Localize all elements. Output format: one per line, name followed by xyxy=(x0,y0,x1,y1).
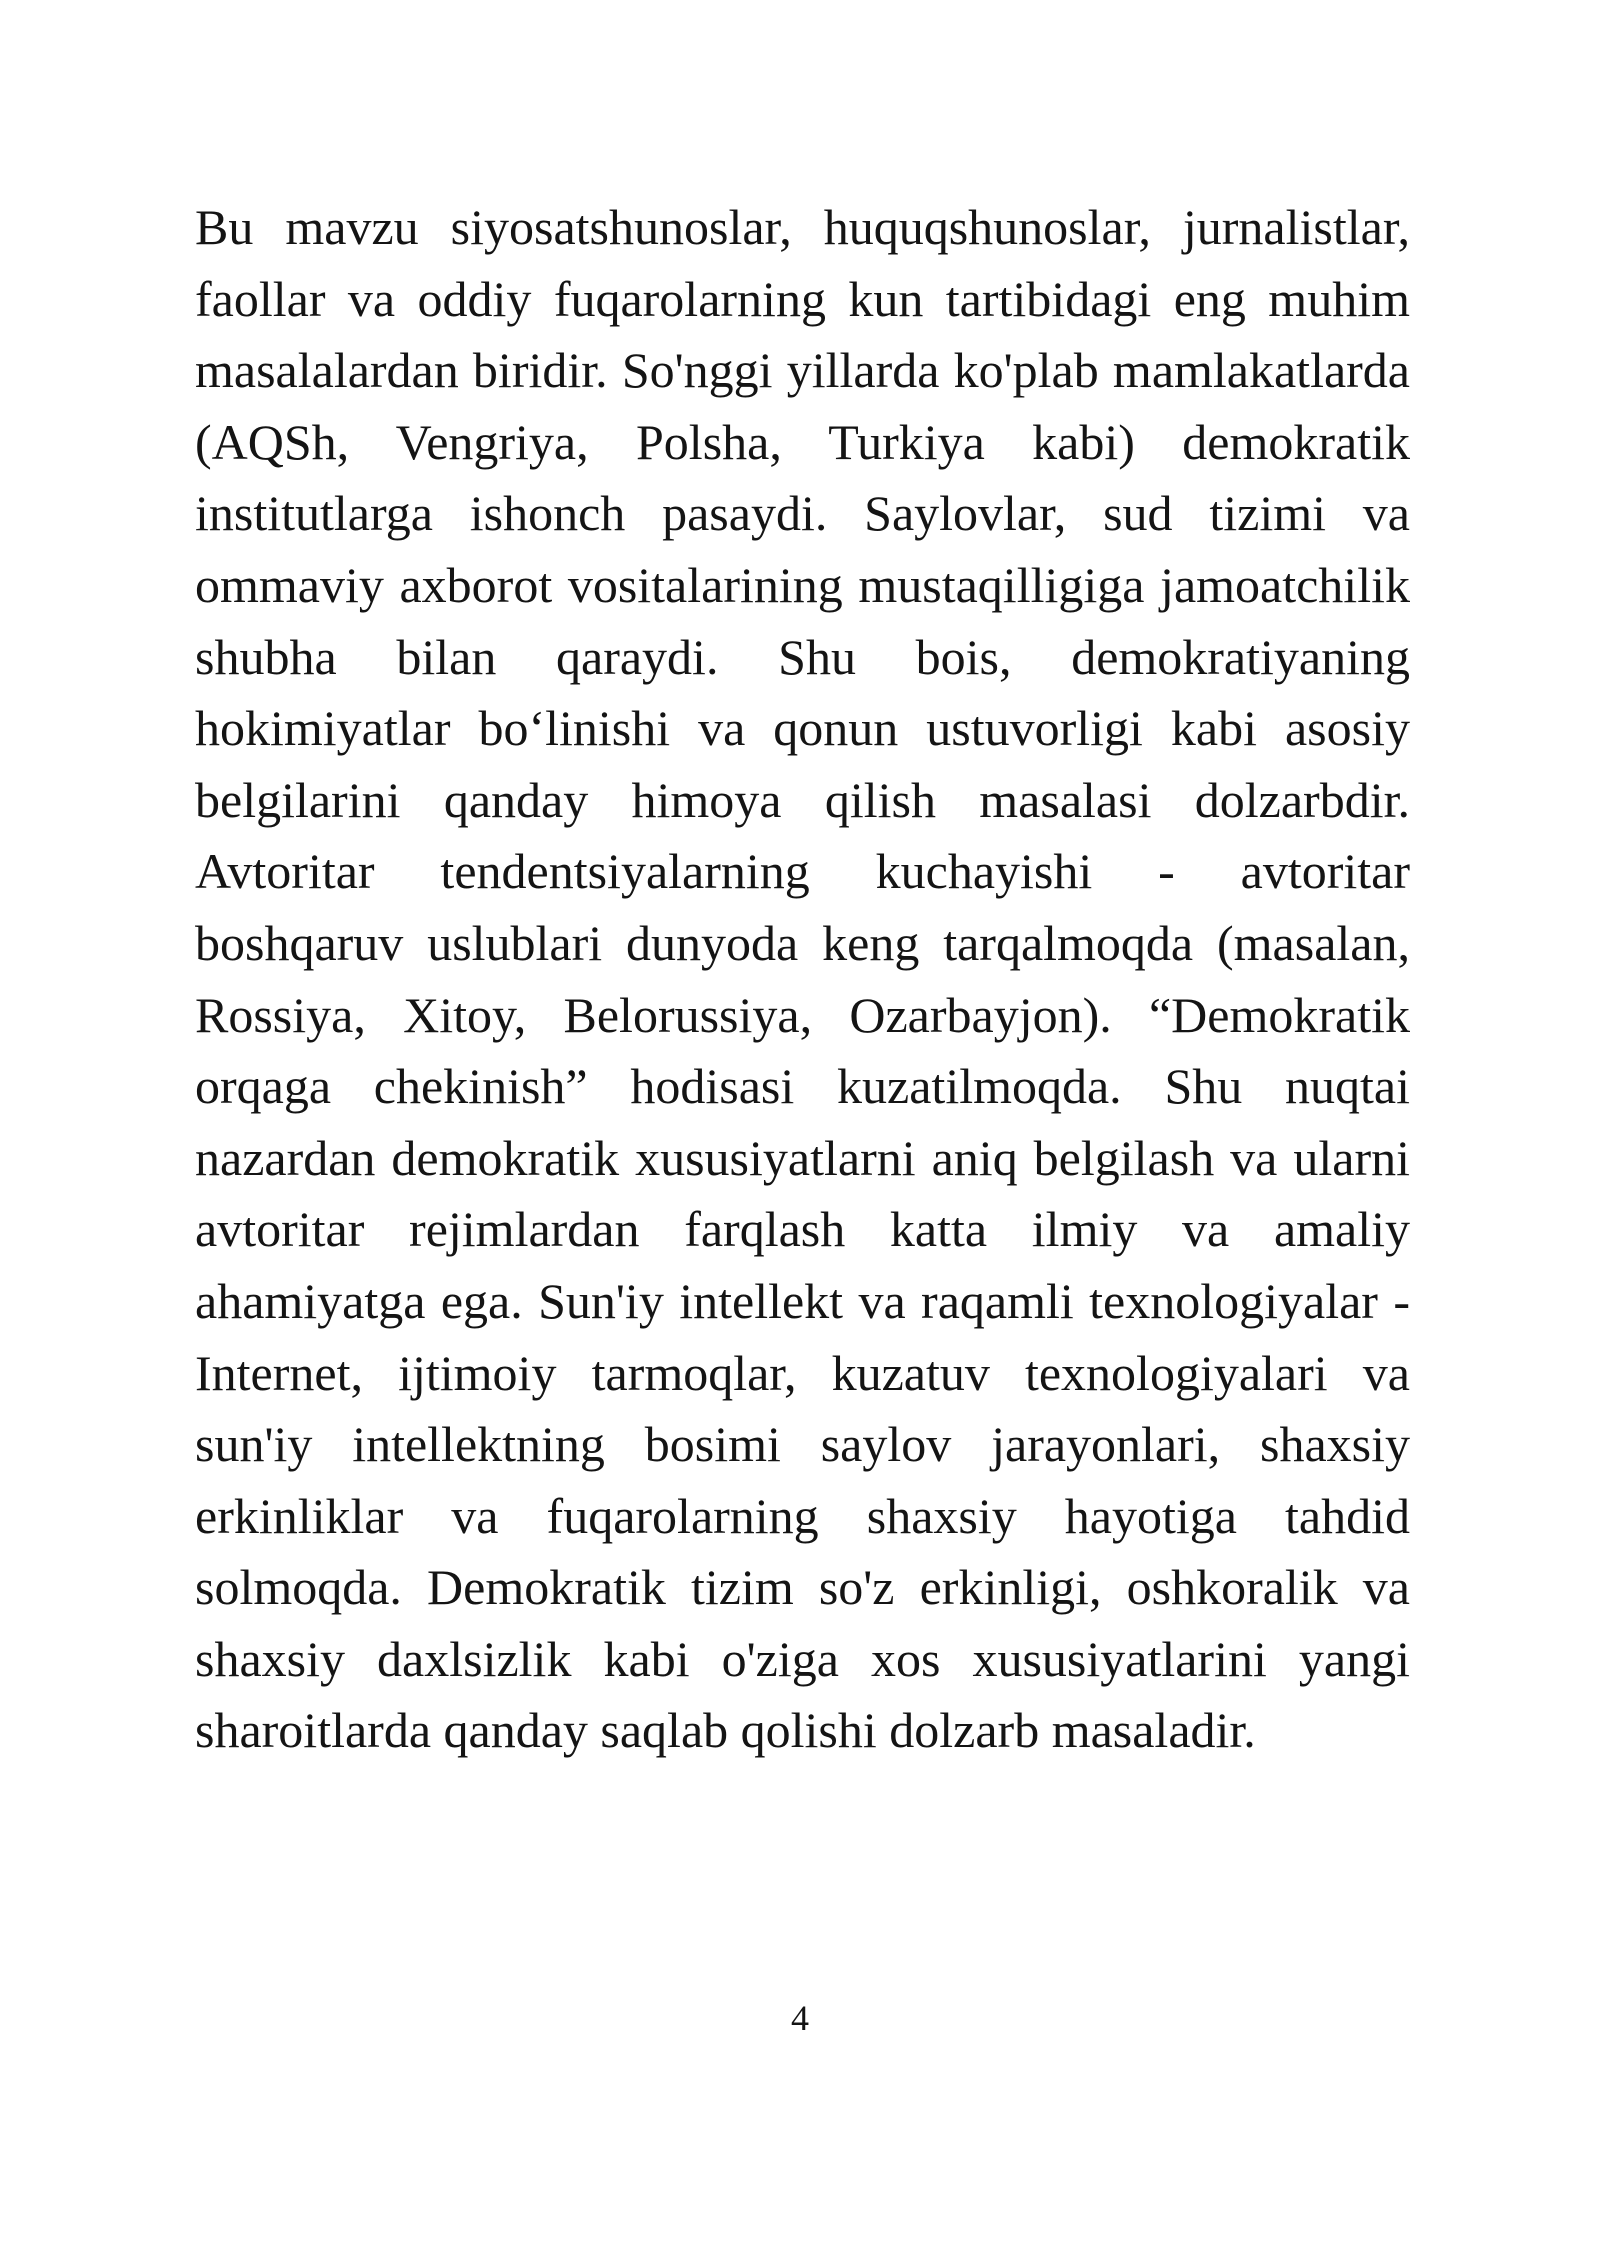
body-paragraph: Bu mavzu siyosatshunoslar, huquqshunoslar, jurnalistlar, faollar va oddiy fuqarolarning kun tartibidagi eng muhim masalalardan biridir. So'nggi yillarda ko'plab mamlakatlarda (AQSh, Vengriya, Polsha, Turkiya kabi) demokratik institutlarga ishonch pasaydi. Saylovlar, sud tizimi va ommaviy axborot vositalarining mustaqilligiga jamoatchilik shubha bilan qaraydi. Shu bois, demokratiyaning hokimiyatlar bo‘linishi va qonun ustuvorligi kabi asosiy belgilarini qanday himoya qilish masalasi dolzarbdir. Avtoritar tendentsiyalarning kuchayishi - avtoritar boshqaruv uslublari dunyoda keng tarqalmoqda (masalan, Rossiya, Xitoy, Belorussiya, Ozarbayjon). “Demokratik orqaga chekinish” hodisasi kuzatilmoqda. Shu nuqtai nazardan demokratik xususiyatlarni aniq belgilash va ularni avtoritar rejimlardan farqlash katta ilmiy va amaliy ahamiyatga ega. Sun'iy intellekt va raqamli texnologiyalar - Internet, ijtimoiy tarmoqlar, kuzatuv texnologiyalari va sun'iy intellektning bosimi saylov jarayonlari, shaxsiy erkinliklar va fuqarolarning shaxsiy hayotiga tahdid solmoqda. Demokratik tizim so'z erkinligi, oshkoralik va shaxsiy daxlsizlik kabi o'ziga xos xususiyatlarini yangi sharoitlarda qanday saqlab qolishi dolzarb masaladir. xyxy=(195,199,1410,1759)
page-number: 4 xyxy=(791,1998,809,2038)
